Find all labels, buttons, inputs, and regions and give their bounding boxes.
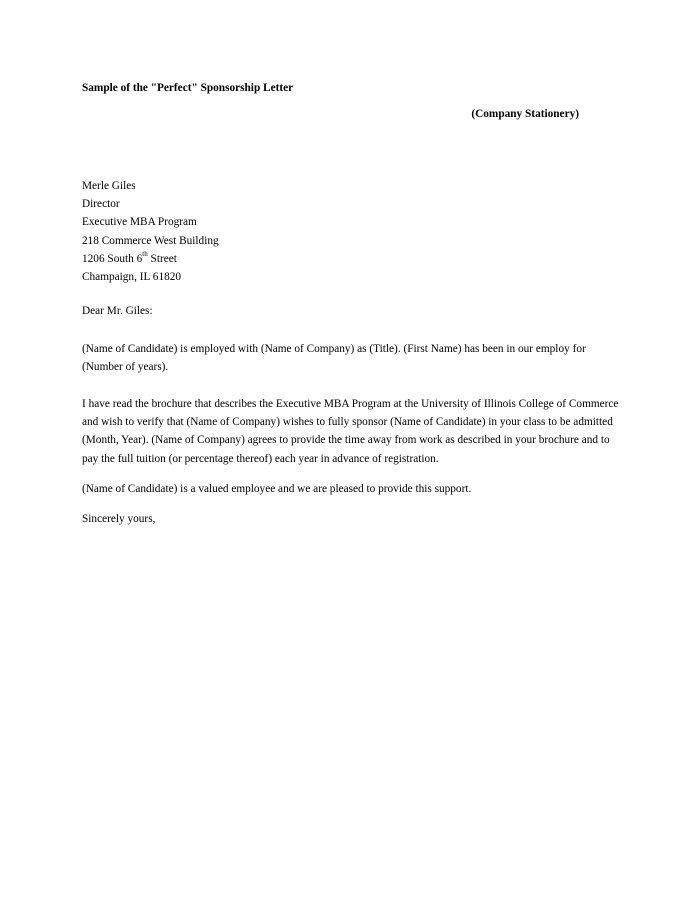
street-name: Street [147, 252, 177, 265]
recipient-city-state-zip: Champaign, IL 61820 [82, 271, 182, 284]
document-title: Sample of the "Perfect" Sponsorship Letter [82, 82, 294, 94]
salutation: Dear Mr. Giles: [82, 305, 153, 317]
paragraph-employment: (Name of Candidate) is employed with (Name of Company) as (Title). (First Name) has been in our employ for (Number of years). [82, 343, 586, 374]
recipient-street-line [82, 250, 219, 268]
street-number-prefix: 1206 South 6 [82, 252, 143, 265]
recipient-address-block [82, 177, 219, 286]
recipient-building: 218 Commerce West Building [82, 234, 219, 247]
company-stationery-note: (Company Stationery) [471, 108, 579, 120]
paragraph-sponsorship: I have read the brochure that describes the Executive MBA Program at the University of Illinois College of Commerce and wish to verify that (Name of Company) wishes to fully sponsor (Name of Candidate) in your class to be admitted (Month, Year). (Name of Company) agrees to provide the time away from work as described in your brochure and to pay the full tuition (or percentage thereof) each year in advance of registration. [82, 398, 619, 465]
street-number-suffix: th [142, 250, 148, 259]
recipient-program: Executive MBA Program [82, 216, 197, 229]
recipient-name: Merle Giles [82, 180, 136, 192]
paragraph-support: (Name of Candidate) is a valued employee and we are pleased to provide this support. [82, 483, 472, 495]
recipient-position: Director [82, 198, 120, 211]
closing: Sincerely yours, [82, 513, 156, 525]
